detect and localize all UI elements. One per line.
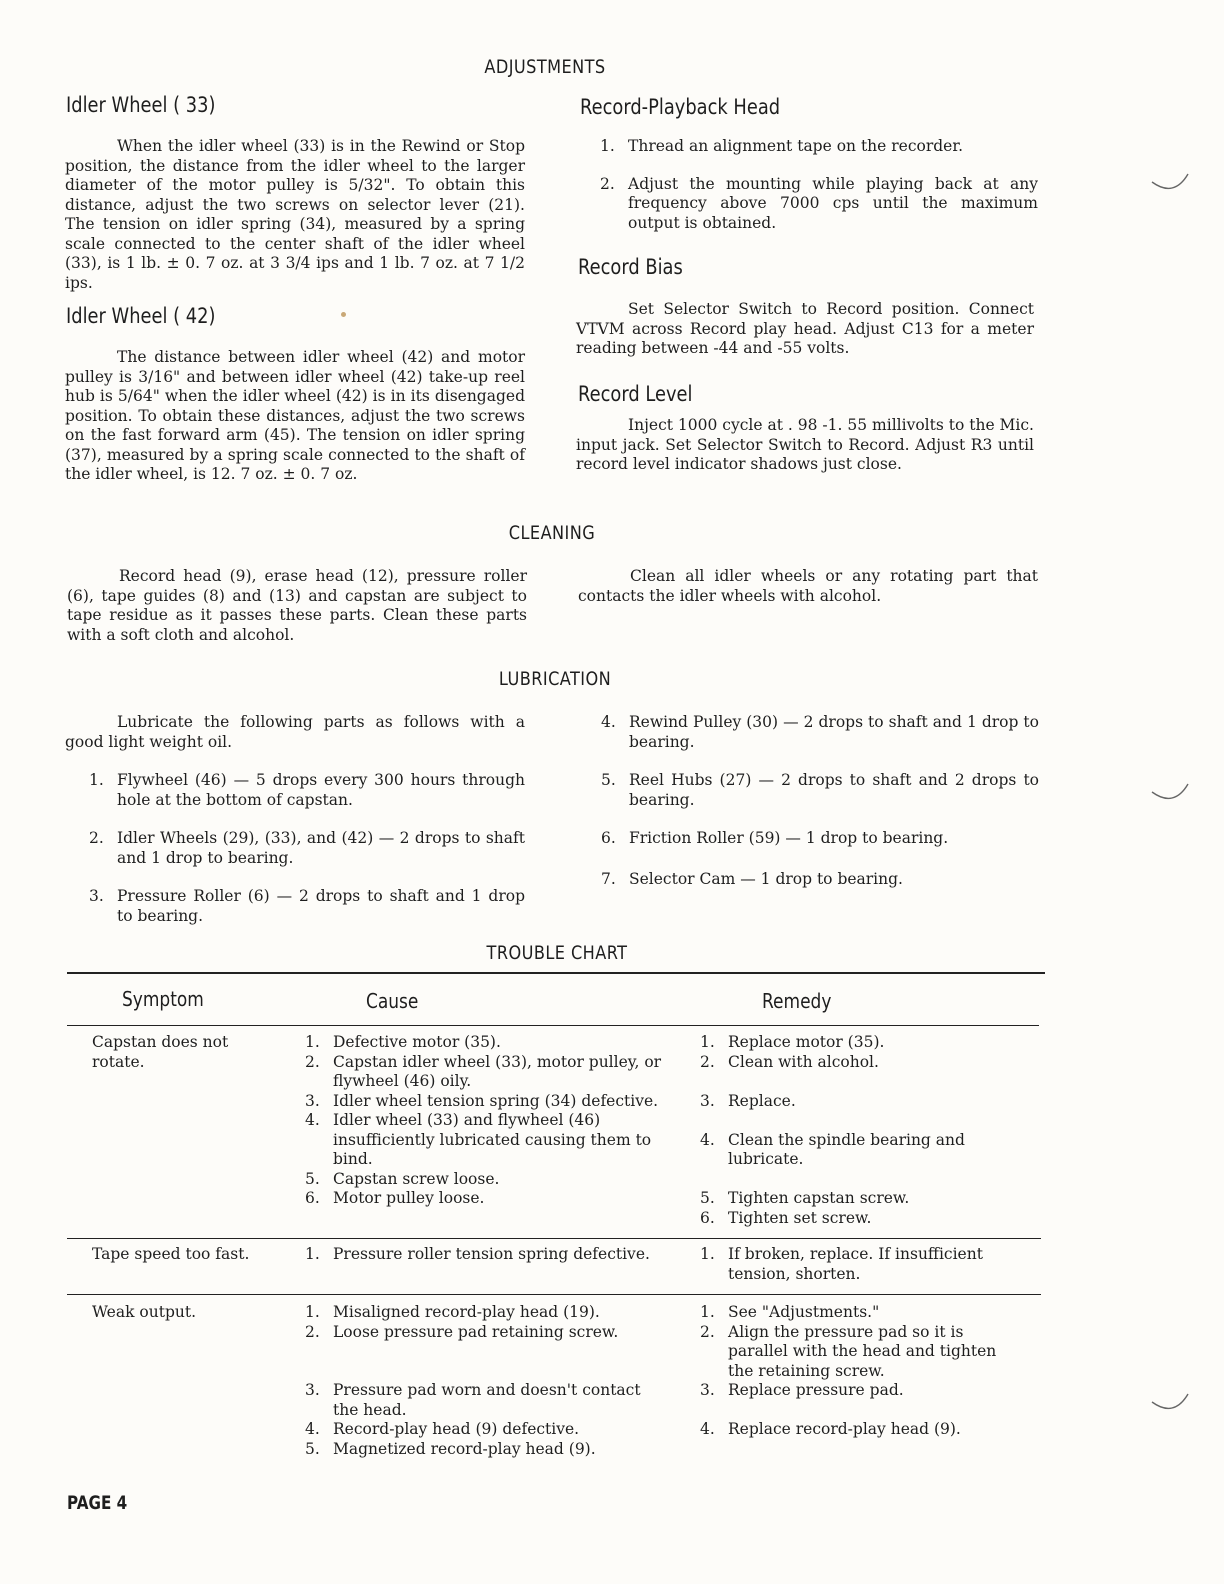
list-item: 7. Selector Cam — 1 drop to bearing.	[601, 869, 903, 888]
lubrication-list-right	[601, 713, 1039, 889]
record-bias-heading: Record Bias	[578, 255, 683, 279]
symptom-weak-output: Weak output.	[92, 1303, 197, 1321]
list-item: 3. Pressure Roller (6) — 2 drops to shaft and 1 drop to bearing.	[89, 887, 525, 925]
table-row: 1. Pressure roller tension spring defective.	[305, 1245, 650, 1263]
table-row: 4. Replace record-play head (9).	[700, 1420, 961, 1438]
lubrication-intro: Lubricate the following parts as follows with a good light weight oil.	[65, 713, 525, 751]
table-row-rule	[67, 1294, 1041, 1295]
table-row: 3. Replace.	[700, 1091, 796, 1110]
record-playback-heading: Record-Playback Head	[580, 95, 781, 119]
list-item: 1. Thread an alignment tape on the recorder.	[600, 137, 963, 155]
page-number: PAGE 4	[67, 1492, 128, 1514]
table-row: 1. Misaligned record-play head (19).	[305, 1303, 600, 1321]
trouble-chart-heading: TROUBLE CHART	[486, 942, 628, 964]
list-item: 5. Reel Hubs (27) — 2 drops to shaft and 2 drops to bearing.	[601, 771, 1039, 809]
idler42-heading: Idler Wheel ( 42)	[66, 304, 216, 328]
list-item: 2. Adjust the mounting while playing back at any frequency above 7000 cps until the maximum output is obtained.	[600, 174, 1038, 232]
list-item: 4. Rewind Pulley (30) — 2 drops to shaft and 1 drop to bearing.	[601, 713, 1039, 751]
table-row: 2. Capstan idler wheel (33), motor pulley, or flywheel (46) oily.	[305, 1052, 662, 1090]
table-row: 1. Defective motor (35).	[305, 1033, 501, 1051]
table-row: 3. Pressure pad worn and doesn't contact the head.	[305, 1381, 641, 1419]
cleaning-heading: CLEANING	[508, 522, 596, 544]
table-row: 2. Clean with alcohol.	[700, 1052, 879, 1071]
list-item: 6. Friction Roller (59) — 1 drop to bearing.	[601, 829, 949, 847]
record-bias-text: Set Selector Switch to Record position. Connect VTVM across Record play head. Adjust C13 for a meter reading between -44 and -55 volts.	[576, 300, 1034, 357]
symptom-capstan: Capstan does not rotate.	[92, 1033, 229, 1071]
record-level-heading: Record Level	[578, 382, 693, 406]
table-row: 4. Idler wheel (33) and flywheel (46) insufficiently lubricated causing them to bind.	[305, 1111, 652, 1168]
remedies-weak-output	[700, 1303, 1012, 1440]
record-playback-steps	[600, 137, 1038, 233]
table-row: 3. Replace pressure pad.	[700, 1381, 904, 1399]
remedies-tape-speed	[700, 1245, 1012, 1284]
table-row: 1. See "Adjustments."	[700, 1303, 880, 1321]
hole-punch-mark-icon	[1150, 1392, 1190, 1418]
cleaning-right-text: Clean all idler wheels or any rotating part that contacts the idler wheels with alcohol.	[578, 567, 1038, 605]
table-row: 1. If broken, replace. If insufficient tension, shorten.	[700, 1245, 983, 1283]
cleaning-left-text: Record head (9), erase head (12), pressure roller (6), tape guides (8) and (13) and capstan are subject to tape residue as it passes these parts. Clean these parts with a soft cloth and alcohol.	[67, 567, 527, 644]
table-row: 6. Motor pulley loose.	[305, 1189, 485, 1207]
table-row: 5. Tighten capstan screw.	[700, 1189, 910, 1207]
causes-tape-speed	[305, 1245, 667, 1265]
adjustments-heading: ADJUSTMENTS	[484, 56, 606, 78]
table-row-rule	[67, 1238, 1041, 1239]
col-header-symptom: Symptom	[122, 987, 204, 1011]
table-row: 1. Replace motor (35).	[700, 1033, 885, 1051]
table-row: 4. Clean the spindle bearing and lubricate.	[700, 1130, 965, 1168]
table-row: 2. Align the pressure pad so it is parallel with the head and tighten the retaining screw.	[700, 1322, 997, 1380]
col-header-remedy: Remedy	[762, 989, 832, 1013]
lubrication-list-left	[89, 771, 525, 926]
idler33-text: When the idler wheel (33) is in the Rewind or Stop position, the distance from the idler wheel to the larger diameter of the motor pulley is 5/32". To obtain this distance, adjust the two screws on selector lever (21). The tension on idler spring (34), measured by a spring scale connected to the center shaft of the idler wheel (33), is 1 lb. ± 0. 7 oz. at 3 3/4 ips and 1 lb. 7 oz. at 7 1/2 ips.	[65, 137, 525, 292]
remedies-capstan	[700, 1033, 1012, 1228]
causes-weak-output	[305, 1303, 667, 1459]
table-top-rule	[67, 972, 1045, 974]
table-row: 4. Record-play head (9) defective.	[305, 1420, 580, 1438]
table-row: 6. Tighten set screw.	[700, 1208, 872, 1227]
table-row: 5. Capstan screw loose.	[305, 1169, 500, 1188]
table-row: 5. Magnetized record-play head (9).	[305, 1439, 596, 1458]
list-item: 2. Idler Wheels (29), (33), and (42) — 2 drops to shaft and 1 drop to bearing.	[89, 829, 525, 867]
causes-capstan	[305, 1033, 667, 1209]
lubrication-heading: LUBRICATION	[498, 668, 612, 690]
idler33-heading: Idler Wheel ( 33)	[66, 93, 216, 117]
table-row: 2. Loose pressure pad retaining screw.	[305, 1322, 619, 1341]
table-row: 3. Idler wheel tension spring (34) defective.	[305, 1091, 659, 1110]
list-item: 1. Flywheel (46) — 5 drops every 300 hours through hole at the bottom of capstan.	[89, 771, 525, 809]
col-header-cause: Cause	[366, 989, 419, 1013]
hole-punch-mark-icon	[1150, 172, 1190, 198]
record-level-text: Inject 1000 cycle at . 98 -1. 55 millivolts to the Mic. input jack. Set Selector Switch to Record. Adjust R3 until record level indicator shadows just close.	[576, 416, 1034, 473]
idler42-text: The distance between idler wheel (42) and motor pulley is 3/16" and between idler wheel (42) take-up reel hub is 5/64" when the idler wheel (42) is in its disengaged position. To obtain these distances, adjust the two screws on the fast forward arm (45). The tension on idler spring (37), measured by a spring scale connected to the shaft of the idler wheel, is 12. 7 oz. ± 0. 7 oz.	[65, 348, 525, 483]
symptom-tape-speed: Tape speed too fast.	[92, 1245, 250, 1263]
table-header-rule	[67, 1025, 1039, 1026]
hole-punch-mark-icon	[1150, 782, 1190, 808]
paper-speck	[341, 312, 346, 317]
